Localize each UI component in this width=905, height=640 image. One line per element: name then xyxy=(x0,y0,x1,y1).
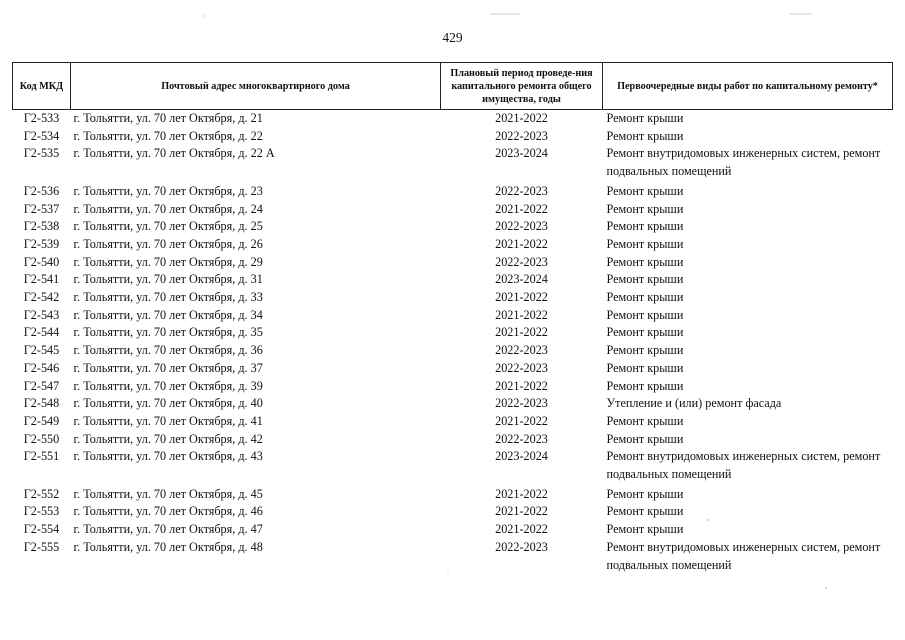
row-period: 2021-2022 xyxy=(495,504,548,519)
row-address: г. Тольятти, ул. 70 лет Октября, д. 22 xyxy=(73,128,263,143)
row-address: г. Тольятти, ул. 70 лет Октября, д. 26 xyxy=(73,236,263,251)
row-code: Г2-533 xyxy=(23,111,60,125)
row-code: Г2-544 xyxy=(23,325,60,340)
table-body xyxy=(13,110,893,577)
row-works: Ремонт крыши xyxy=(606,254,684,269)
row-address: г. Тольятти, ул. 70 лет Октября, д. 35 xyxy=(73,325,263,340)
row-works: Утепление и (или) ремонт фасада xyxy=(606,396,782,411)
row-period: 2023-2024 xyxy=(495,272,548,287)
row-period: 2021-2022 xyxy=(495,236,548,251)
row-address: г. Тольятти, ул. 70 лет Октября, д. 21 xyxy=(73,111,263,125)
row-code: Г2-534 xyxy=(23,128,60,143)
row-works: Ремонт крыши xyxy=(606,307,684,322)
table-row xyxy=(13,448,893,485)
row-works: Ремонт крыши xyxy=(606,201,684,216)
row-address: г. Тольятти, ул. 70 лет Октября, д. 37 xyxy=(73,360,263,375)
row-address: г. Тольятти, ул. 70 лет Октября, д. 45 xyxy=(73,486,263,501)
row-period: 2022-2023 xyxy=(495,219,548,234)
row-code: Г2-549 xyxy=(23,413,60,428)
table-row xyxy=(13,360,893,378)
row-address: г. Тольятти, ул. 70 лет Октября, д. 33 xyxy=(73,290,263,305)
row-address: г. Тольятти, ул. 70 лет Октября, д. 48 xyxy=(73,539,263,554)
row-code: Г2-538 xyxy=(23,219,60,234)
table-row xyxy=(13,128,893,146)
row-works: Ремонт внутридомовых инженерных систем, ремонт подвальных помещений xyxy=(606,449,881,482)
row-code: Г2-551 xyxy=(23,449,60,464)
row-works: Ремонт крыши xyxy=(606,290,684,305)
page-number: 429 xyxy=(442,30,463,45)
row-address: г. Тольятти, ул. 70 лет Октября, д. 29 xyxy=(73,254,263,269)
table-row xyxy=(13,201,893,219)
header-address: Почтовый адрес многоквартирного дома xyxy=(71,63,441,110)
row-code: Г2-546 xyxy=(23,360,60,375)
table-row xyxy=(13,236,893,254)
row-address: г. Тольятти, ул. 70 лет Октября, д. 46 xyxy=(73,504,263,519)
row-period: 2022-2023 xyxy=(495,360,548,375)
row-period: 2021-2022 xyxy=(495,486,548,501)
table-row xyxy=(13,395,893,413)
row-code: Г2-542 xyxy=(23,290,60,305)
row-works: Ремонт крыши xyxy=(606,431,684,446)
row-code: Г2-536 xyxy=(23,183,60,198)
row-code: Г2-540 xyxy=(23,254,60,269)
row-address: г. Тольятти, ул. 70 лет Октября, д. 34 xyxy=(73,307,263,322)
row-code: Г2-543 xyxy=(23,307,60,322)
row-period: 2022-2023 xyxy=(495,539,548,554)
row-period: 2021-2022 xyxy=(495,290,548,305)
row-works: Ремонт крыши xyxy=(606,183,684,198)
row-works: Ремонт крыши xyxy=(606,236,684,251)
row-address: г. Тольятти, ул. 70 лет Октября, д. 22 А xyxy=(73,146,275,161)
row-period: 2021-2022 xyxy=(495,378,548,393)
table-row xyxy=(13,324,893,342)
table-row xyxy=(13,110,893,128)
row-code: Г2-539 xyxy=(23,236,60,251)
row-code: Г2-552 xyxy=(23,486,60,501)
table-row xyxy=(13,413,893,431)
row-works: Ремонт крыши xyxy=(606,504,684,519)
header-works: Первоочередные виды работ по капитальному ремонту* xyxy=(603,63,893,110)
row-address: г. Тольятти, ул. 70 лет Октября, д. 40 xyxy=(73,396,263,411)
row-works: Ремонт внутридомовых инженерных систем, ремонт подвальных помещений xyxy=(606,146,881,179)
row-works: Ремонт крыши xyxy=(606,360,684,375)
table-row xyxy=(13,289,893,307)
table-row xyxy=(13,503,893,521)
table-row xyxy=(13,521,893,539)
table-row xyxy=(13,183,893,201)
header-code: Код МКД xyxy=(13,63,71,110)
row-works: Ремонт крыши xyxy=(606,522,684,537)
table-row xyxy=(13,271,893,289)
row-period: 2022-2023 xyxy=(495,396,548,411)
row-address: г. Тольятти, ул. 70 лет Октября, д. 25 xyxy=(73,219,263,234)
row-period: 2021-2022 xyxy=(495,413,548,428)
row-code: Г2-550 xyxy=(23,431,60,446)
row-address: г. Тольятти, ул. 70 лет Октября, д. 42 xyxy=(73,431,263,446)
row-code: Г2-555 xyxy=(23,539,60,554)
row-code: Г2-545 xyxy=(23,343,60,358)
row-address: г. Тольятти, ул. 70 лет Октября, д. 39 xyxy=(73,378,263,393)
row-works: Ремонт крыши xyxy=(606,111,684,125)
row-works: Ремонт крыши xyxy=(606,219,684,234)
row-period: 2021-2022 xyxy=(495,111,548,125)
row-code: Г2-535 xyxy=(23,146,60,161)
row-works: Ремонт крыши xyxy=(606,128,684,143)
row-period: 2022-2023 xyxy=(495,254,548,269)
row-code: Г2-537 xyxy=(23,201,60,216)
row-works: Ремонт крыши xyxy=(606,378,684,393)
row-works: Ремонт крыши xyxy=(606,325,684,340)
row-code: Г2-553 xyxy=(23,504,60,519)
row-works: Ремонт крыши xyxy=(606,486,684,501)
row-period: 2022-2023 xyxy=(495,431,548,446)
row-period: 2023-2024 xyxy=(495,146,548,161)
table-row xyxy=(13,307,893,325)
row-works: Ремонт крыши xyxy=(606,272,684,287)
table-row xyxy=(13,486,893,504)
row-code: Г2-548 xyxy=(23,396,60,411)
row-address: г. Тольятти, ул. 70 лет Октября, д. 31 xyxy=(73,272,263,287)
row-code: Г2-547 xyxy=(23,378,60,393)
row-period: 2022-2023 xyxy=(495,128,548,143)
row-period: 2021-2022 xyxy=(495,201,548,216)
table-row xyxy=(13,254,893,272)
table-row xyxy=(13,539,893,576)
header-period: Плановый период проведе-ния капитального ремонта общего имущества, годы xyxy=(441,63,603,110)
row-period: 2022-2023 xyxy=(495,183,548,198)
row-period: 2021-2022 xyxy=(495,325,548,340)
table-row xyxy=(13,431,893,449)
row-address: г. Тольятти, ул. 70 лет Октября, д. 41 xyxy=(73,413,263,428)
row-address: г. Тольятти, ул. 70 лет Октября, д. 23 xyxy=(73,183,263,198)
row-address: г. Тольятти, ул. 70 лет Октября, д. 24 xyxy=(73,201,263,216)
row-code: Г2-554 xyxy=(23,522,60,537)
row-period: 2023-2024 xyxy=(495,449,548,464)
row-period: 2021-2022 xyxy=(495,307,548,322)
table-row xyxy=(13,145,893,182)
row-code: Г2-541 xyxy=(23,272,60,287)
row-address: г. Тольятти, ул. 70 лет Октября, д. 36 xyxy=(73,343,263,358)
table-row xyxy=(13,342,893,360)
row-period: 2021-2022 xyxy=(495,522,548,537)
row-address: г. Тольятти, ул. 70 лет Октября, д. 47 xyxy=(73,522,263,537)
table-row xyxy=(13,218,893,236)
row-address: г. Тольятти, ул. 70 лет Октября, д. 43 xyxy=(73,449,263,464)
row-works: Ремонт внутридомовых инженерных систем, ремонт подвальных помещений xyxy=(606,539,881,572)
table-row xyxy=(13,378,893,396)
table-header-row xyxy=(13,63,893,110)
row-works: Ремонт крыши xyxy=(606,413,684,428)
capital-repair-table xyxy=(12,62,893,576)
row-period: 2022-2023 xyxy=(495,343,548,358)
row-works: Ремонт крыши xyxy=(606,343,684,358)
